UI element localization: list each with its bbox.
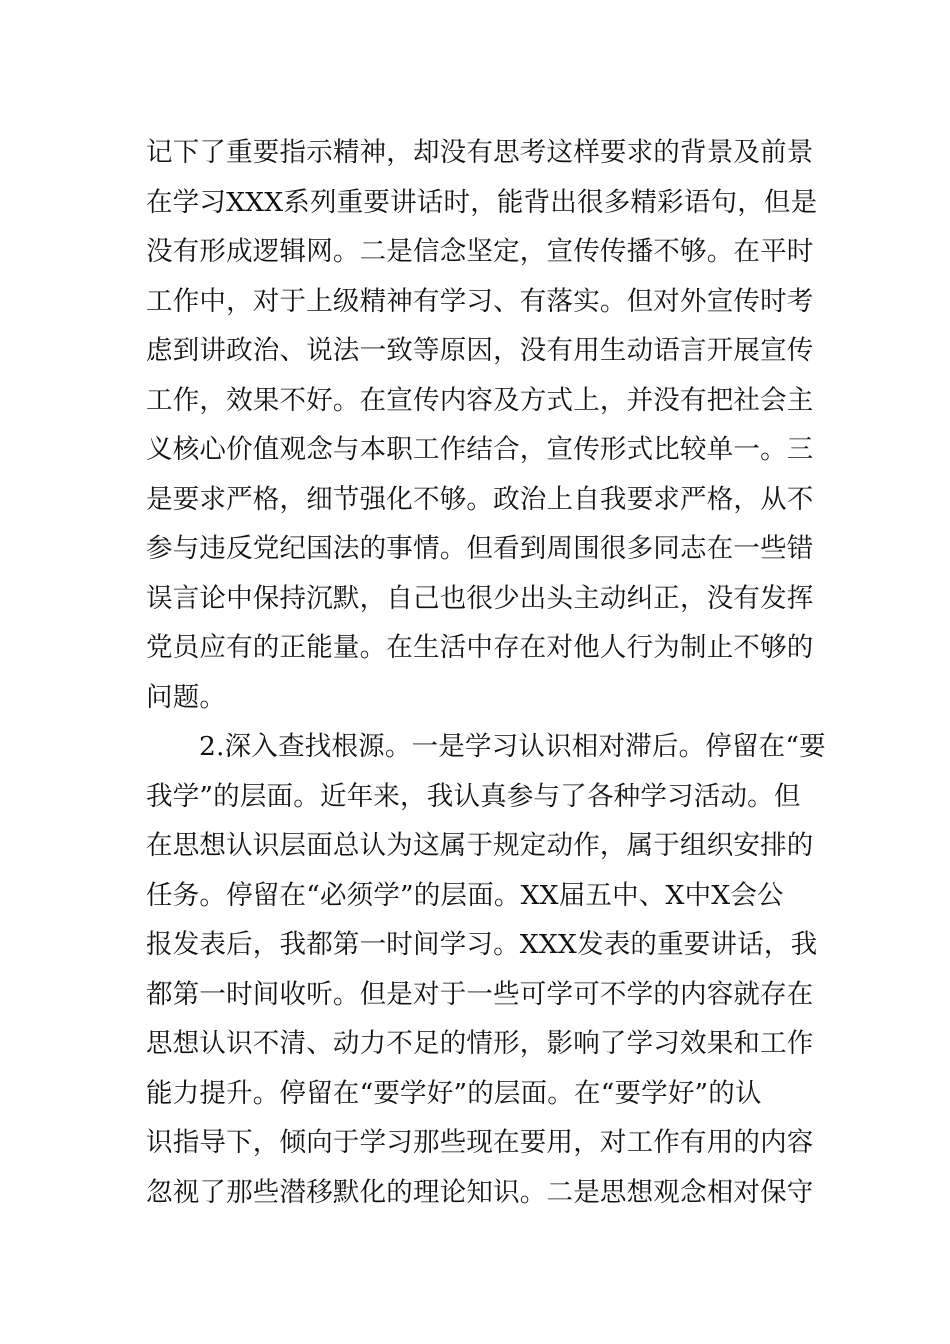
text-line: 识指导下，倾向于学习那些现在要用，对工作有用的内容 [146, 1127, 814, 1158]
text-line: 义核心价值观念与本职工作结合，宣传形式比较单一。三 [146, 434, 814, 465]
text-line: 是要求严格，细节强化不够。政治上自我要求严格，从不 [146, 483, 814, 515]
text-line: 都第一时间收听。但是对于一些可学可不学的内容就存在 [146, 978, 814, 1010]
text-line: 记下了重要指示精神，却没有思考这样要求的背景及前景 [146, 137, 814, 168]
text-line: 问题。 [146, 681, 227, 713]
text-line: 在思想认识层面总认为这属于规定动作，属于组织安排的 [146, 830, 814, 861]
text-line: 报发表后，我都第一时间学习。XXX发表的重要讲话，我 [146, 929, 818, 960]
text-line: 在学习XXX系列重要讲话时，能背出很多精彩语句，但是 [146, 186, 818, 218]
text-line: 党员应有的正能量。在生活中存在对他人行为制止不够的 [146, 632, 814, 663]
text-line: 思想认识不清、动力不足的情形，影响了学习效果和工作 [146, 1028, 814, 1059]
text-line: 工作中，对于上级精神有学习、有落实。但对外宣传时考 [146, 285, 814, 317]
text-line: 虑到讲政治、说法一致等原因，没有用生动语言开展宣传 [146, 335, 814, 366]
text-line: 能力提升。停留在“要学好”的层面。在“要学好”的认 [146, 1077, 762, 1109]
text-line: 工作，效果不好。在宣传内容及方式上，并没有把社会主 [146, 384, 814, 416]
text-line: 任务。停留在“必须学”的层面。XX届五中、X中X会公 [146, 879, 784, 911]
body-text [146, 128, 826, 1217]
text-line: 误言论中保持沉默，自己也很少出头主动纠正，没有发挥 [146, 582, 814, 614]
paragraph-start-line: 2.深入查找根源。一是学习认识相对滞后。停留在“要 [199, 731, 826, 762]
text-line: 忽视了那些潜移默化的理论知识。二是思想观念相对保守 [146, 1176, 814, 1208]
text-line: 我学”的层面。近年来，我认真参与了各种学习活动。但 [146, 780, 801, 812]
text-line: 参与违反党纪国法的事情。但看到周围很多同志在一些错 [146, 533, 814, 564]
text-line: 没有形成逻辑网。二是信念坚定，宣传传播不够。在平时 [146, 236, 814, 267]
